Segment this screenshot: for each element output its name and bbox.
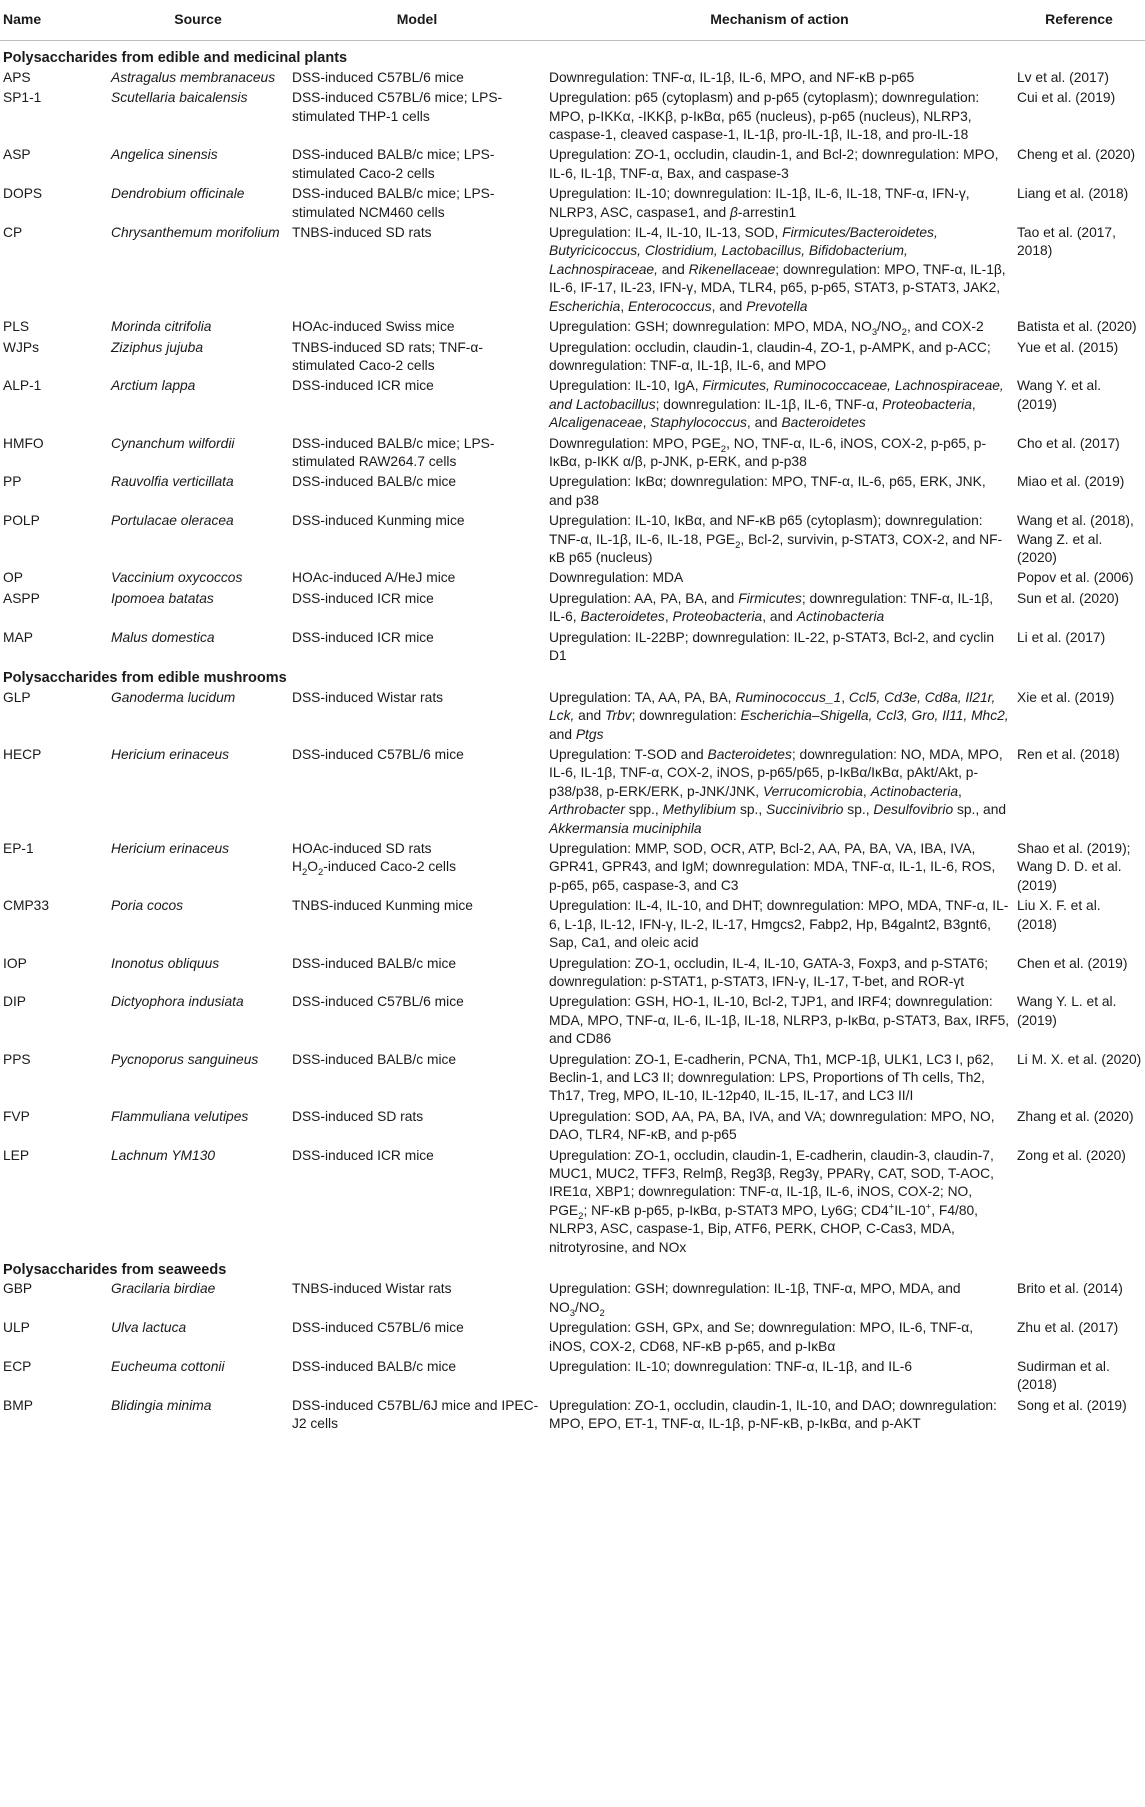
cell-mechanism: Upregulation: AA, PA, BA, and Firmicutes; downregulation: TNF-α, IL-1β, IL-6, Bacteroidetes, Proteobacteria, and Actinobacteria [549, 590, 994, 625]
cell-model: DSS-induced SD rats [292, 1108, 424, 1124]
cell-source: Rauvolfia verticillata [111, 474, 234, 490]
cell-name: HMFO [3, 435, 44, 451]
cell-mechanism: Downregulation: TNF-α, IL-1β, IL-6, MPO, and NF-κB p-p65 [549, 69, 915, 85]
cell-reference: Cho et al. (2017) [1017, 435, 1120, 451]
cell-reference: Zhang et al. (2020) [1017, 1108, 1134, 1124]
header-reference: Reference [1014, 0, 1145, 41]
cell-reference: Shao et al. (2019); Wang D. D. et al. (2019) [1017, 841, 1131, 893]
cell-reference: Ren et al. (2018) [1017, 747, 1120, 763]
cell-source: Ziziphus jujuba [111, 339, 204, 355]
cell-model: DSS-induced ICR mice [292, 629, 434, 645]
cell-mechanism: Upregulation: ZO-1, occludin, claudin-1, IL-10, and DAO; downregulation: MPO, EPO, ET-1, TNF-α, IL-1β, p-NF-κB, p-IκBα, and p-AKT [549, 1397, 997, 1432]
cell-model: DSS-induced C57BL/6 mice [292, 69, 464, 85]
cell-mechanism: Upregulation: IL-4, IL-10, and DHT; downregulation: MPO, MDA, TNF-α, IL-6, L-1β, IL-12, IFN-γ, IL-2, IL-17, Hmgcs2, Fabp2, Hp, B4galnt2, B3gnt6, Sap, Ca1, and oleic acid [549, 898, 1009, 951]
cell-mechanism: Upregulation: ZO-1, occludin, claudin-1, E-cadherin, claudin-3, claudin-7, MUC1, MUC2, TFF3, Relmβ, Reg3β, Reg3γ, PPARγ, CAT, SOD, T-AOC, IRE1α, XBP1; downregulation: TNF-α, IL-1β, IL-6, iNOS, COX-2; NO, $PGE_2$; NF-κB p-p65, p-IκBα, p-STAT3 MPO, Ly6G; CD4+IL-10+, F4/80, NLRP3, ASC, caspase-1, Bip, ATF6, PERK, CHOP, C-Cas3, MDA, nitrotyrosine, and NOx [549, 1147, 994, 1255]
cell-mechanism: Upregulation: p65 (cytoplasm) and p-p65 (cytoplasm); downregulation: MPO, p-IKKα, -IKKβ, p-IκBα, p65 (nucleus), p-p65 (nucleus), NLRP3, caspase-1, cleaved caspase-1, IL-1β, pro-IL-1β, IL-18, and pro-IL-18 [549, 90, 980, 143]
cell-name: PLS [3, 319, 30, 335]
cell-name: ASPP [3, 590, 40, 606]
table-row [0, 472, 1145, 511]
table-row [0, 1146, 1145, 1258]
cell-model: DSS-induced Kunming mice [292, 513, 465, 529]
cell-mechanism: Upregulation: IL-10; downregulation: TNF-α, IL-1β, and IL-6 [549, 1359, 913, 1375]
table-row [0, 1279, 1145, 1318]
cell-mechanism: Upregulation: TA, AA, PA, BA, Ruminococcus_1, Ccl5, Cd3e, Cd8a, Il21r, Lck, and Trbv; downregulation: Escherichia–Shigella, Ccl3, Gro, Il11, Mhc2, and Ptgs [549, 689, 1009, 742]
table-row [0, 954, 1145, 993]
cell-source: Astragalus membranaceus [111, 69, 276, 85]
cell-name: POLP [3, 513, 40, 529]
cell-reference: Wang et al. (2018), Wang Z. et al. (2020) [1017, 513, 1134, 565]
table-row [0, 434, 1145, 473]
cell-model: DSS-induced BALB/c mice [292, 474, 457, 490]
table-header [0, 0, 1145, 41]
cell-reference: Liang et al. (2018) [1017, 186, 1129, 202]
cell-name: PPS [3, 1051, 31, 1067]
table-row [0, 589, 1145, 628]
table-row [0, 68, 1145, 88]
table-row [0, 376, 1145, 433]
header-mechanism: Mechanism of action [546, 0, 1014, 41]
cell-source: Chrysanthemum morifolium [111, 225, 280, 241]
cell-source: Flammuliana velutipes [111, 1108, 249, 1124]
cell-mechanism: Upregulation: occludin, claudin-1, claudin-4, ZO-1, p-AMPK, and p-ACC; downregulation: TNF-α, IL-1β, IL-6, and MPO [549, 339, 991, 373]
cell-model: HOAc-induced Swiss mice [292, 319, 455, 335]
cell-mechanism: Upregulation: IL-10, IgA, Firmicutes, Ruminococcaceae, Lachnospiraceae, and Lactobacillus; downregulation: IL-1β, IL-6, TNF-α, Proteobacteria, Alcaligenaceae, Staphylococcus, and Bacteroidetes [549, 378, 1004, 431]
cell-source: Poria cocos [111, 898, 184, 914]
cell-model: DSS-induced C57BL/6J mice and IPEC-J2 cells [292, 1397, 539, 1432]
cell-source: Inonotus obliquus [111, 955, 220, 971]
cell-reference: Wang Y. L. et al. (2019) [1017, 994, 1117, 1028]
cell-name: IOP [3, 955, 27, 971]
cell-source: Ipomoea batatas [111, 590, 214, 606]
cell-name: FVP [3, 1108, 30, 1124]
cell-mechanism: Downregulation: MDA [549, 570, 684, 586]
cell-model: DSS-induced Wistar rats [292, 689, 444, 705]
cell-source: Dendrobium officinale [111, 186, 245, 202]
cell-mechanism: Upregulation: IL-10, IκBα, and NF-κB p65 (cytoplasm); downregulation: TNF-α, IL-1β, IL-6, IL-18, $PGE_2$, Bcl-2, survivin, p-STAT3, COX-2, and NF-κB p65 (nucleus) [549, 513, 1003, 565]
cell-mechanism: Upregulation: T-SOD and Bacteroidetes; downregulation: NO, MDA, MPO, IL-6, IL-1β, TNF-α, COX-2, iNOS, p-p65/p65, p-IκBα/IκBα, pAkt/Akt, p-p38/p38, p-ERK/ERK, p-JNK/JNK, Verrucomicrobia, Actinobacteria, Arthrobacter spp., Methylibium sp., Succinivibrio sp., Desulfovibrio sp., and Akkermansia muciniphila [549, 747, 1007, 836]
table-row [0, 1318, 1145, 1357]
cell-model: TNBS-induced Kunming mice [292, 898, 473, 914]
cell-source: Eucheuma cottonii [111, 1359, 225, 1375]
cell-mechanism: Upregulation: ZO-1, occludin, claudin-1, and Bcl-2; downregulation: MPO, IL-6, IL-1β, TNF-α, Bax, and caspase-3 [549, 147, 999, 181]
header-model: Model [289, 0, 546, 41]
table-row [0, 1357, 1145, 1396]
cell-source: Arctium lappa [111, 378, 196, 394]
cell-model: DSS-induced ICR mice [292, 1147, 434, 1163]
section-row [0, 1258, 1145, 1279]
table-row [0, 184, 1145, 223]
cell-mechanism: Upregulation: GSH; downregulation: MPO, MDA, $NO_3/NO_2$, and COX-2 [549, 319, 984, 338]
cell-name: ULP [3, 1320, 30, 1336]
table-row [0, 1396, 1145, 1435]
cell-name: ECP [3, 1359, 32, 1375]
cell-name: HECP [3, 747, 42, 763]
cell-reference: Batista et al. (2020) [1017, 319, 1137, 335]
cell-name: OP [3, 570, 23, 586]
cell-mechanism: Upregulation: IL-22BP; downregulation: IL-22, p-STAT3, Bcl-2, and cyclin D1 [549, 629, 995, 663]
section-row [0, 666, 1145, 687]
cell-reference: Liu X. F. et al. (2018) [1017, 898, 1101, 932]
table-row [0, 145, 1145, 184]
cell-mechanism: Upregulation: MMP, SOD, OCR, ATP, Bcl-2, AA, PA, BA, VA, IBA, IVA, GPR41, GPR43, and IgM; downregulation: MDA, TNF-α, IL-1, IL-6, ROS, p-p65, p65, caspase-3, and C3 [549, 841, 996, 893]
cell-reference: Yue et al. (2015) [1017, 339, 1119, 355]
section-title: Polysaccharides from edible mushrooms [3, 670, 287, 687]
cell-name: CP [3, 225, 23, 241]
table-row [0, 745, 1145, 839]
cell-model: DSS-induced ICR mice [292, 378, 434, 394]
cell-mechanism: Upregulation: IL-10; downregulation: IL-1β, IL-6, IL-18, TNF-α, IFN-γ, NLRP3, ASC, caspase1, and β-arrestin1 [549, 186, 970, 220]
cell-model: DSS-induced C57BL/6 mice [292, 994, 464, 1010]
table-row [0, 688, 1145, 745]
cell-mechanism: Upregulation: IL-4, IL-10, IL-13, SOD, Firmicutes/Bacteroidetes, Butyricicoccus, Clostridium, Lactobacillus, Bifidobacterium, Lachnospiraceae, and Rikenellaceae; downregulation: MPO, TNF-α, IL-1β, IL-6, IF-17, IL-23, IFN-γ, MDA, TLR4, p65, p-p65, STAT3, p-STAT3, JAK2, Escherichia, Enterococcus, and Prevotella [549, 225, 1006, 314]
section-title: Polysaccharides from seaweeds [3, 1262, 227, 1278]
table-row [0, 1107, 1145, 1146]
cell-reference: Cheng et al. (2020) [1017, 147, 1136, 163]
cell-source: Vaccinium oxycoccos [111, 570, 243, 586]
cell-source: Blidingia minima [111, 1397, 212, 1413]
cell-source: Lachnum YM130 [111, 1147, 216, 1163]
cell-source: Gracilaria birdiae [111, 1281, 216, 1297]
cell-mechanism: Upregulation: GSH, GPx, and Se; downregulation: MPO, IL-6, TNF-α, iNOS, COX-2, CD68, NF-κB p-p65, and p-IκBα [549, 1320, 974, 1354]
cell-mechanism: Upregulation: SOD, AA, PA, BA, IVA, and VA; downregulation: MPO, NO, DAO, TLR4, NF-κB, and p-p65 [549, 1108, 995, 1143]
table-row [0, 568, 1145, 588]
cell-reference: Wang Y. et al. (2019) [1017, 378, 1102, 412]
cell-name: ASP [3, 147, 31, 163]
cell-reference: Brito et al. (2014) [1017, 1281, 1123, 1297]
cell-name: DIP [3, 994, 26, 1010]
cell-name: ALP-1 [3, 378, 42, 394]
cell-model: TNBS-induced Wistar rats [292, 1281, 452, 1297]
cell-name: MAP [3, 629, 33, 645]
table-body [0, 41, 1145, 1435]
cell-reference: Miao et al. (2019) [1017, 474, 1125, 490]
cell-model: TNBS-induced SD rats [292, 225, 432, 241]
cell-reference: Chen et al. (2019) [1017, 955, 1128, 971]
table-row [0, 338, 1145, 377]
header-name: Name [0, 0, 108, 41]
table-row [0, 992, 1145, 1049]
cell-reference: Popov et al. (2006) [1017, 570, 1134, 586]
cell-reference: Xie et al. (2019) [1017, 689, 1115, 705]
cell-name: WJPs [3, 339, 40, 355]
cell-name: SP1-1 [3, 90, 42, 106]
cell-reference: Zong et al. (2020) [1017, 1147, 1126, 1163]
cell-model: DSS-induced C57BL/6 mice; LPS-stimulated THP-1 cells [292, 90, 503, 124]
cell-name: GLP [3, 689, 31, 705]
section-row [0, 41, 1145, 68]
cell-mechanism: Upregulation: ZO-1, E-cadherin, PCNA, Th1, MCP-1β, ULK1, LC3 I, p62, Beclin-1, and LC3 II; downregulation: LPS, Proportions of Th cells, Th2, Th17, Treg, MPO, IL-10, IL-12p40, IL-15, IL-17, and LC3 II/I [549, 1051, 994, 1104]
cell-name: PP [3, 474, 22, 490]
cell-model: DSS-induced C57BL/6 mice [292, 747, 464, 763]
cell-name: CMP33 [3, 898, 50, 914]
header-source: Source [108, 0, 289, 41]
cell-model: HOAc-induced A/HeJ mice [292, 570, 456, 586]
cell-reference: Sun et al. (2020) [1017, 590, 1120, 606]
cell-source: Cynanchum wilfordii [111, 435, 235, 451]
cell-name: EP-1 [3, 841, 34, 857]
cell-model: DSS-induced C57BL/6 mice [292, 1320, 464, 1336]
cell-source: Hericium erinaceus [111, 841, 230, 857]
cell-reference: Lv et al. (2017) [1017, 69, 1110, 85]
cell-reference: Li et al. (2017) [1017, 629, 1106, 645]
cell-model: DSS-induced BALB/c mice; LPS-stimulated NCM460 cells [292, 186, 495, 220]
section-title: Polysaccharides from edible and medicinal plants [3, 50, 348, 67]
table-row [0, 223, 1145, 317]
table-row [0, 88, 1145, 145]
cell-reference: Song et al. (2019) [1017, 1397, 1127, 1413]
cell-name: GBP [3, 1281, 33, 1297]
cell-source: Angelica sinensis [111, 147, 218, 163]
cell-source: Pycnoporus sanguineus [111, 1051, 259, 1067]
cell-reference: Zhu et al. (2017) [1017, 1320, 1119, 1336]
cell-name: LEP [3, 1147, 30, 1163]
cell-model: DSS-induced BALB/c mice; LPS-stimulated Caco-2 cells [292, 147, 495, 181]
cell-name: APS [3, 69, 31, 85]
cell-name: BMP [3, 1397, 33, 1413]
table-row [0, 511, 1145, 568]
cell-reference: Sudirman et al. (2018) [1017, 1359, 1110, 1393]
cell-source: Morinda citrifolia [111, 319, 212, 335]
cell-mechanism: Upregulation: GSH, HO-1, IL-10, Bcl-2, TJP1, and IRF4; downregulation: MDA, MPO, TNF-α, IL-6, IL-1β, IL-18, NLRP3, p-IκBα, p-STAT3, Bax, IRF5, and CD86 [549, 994, 1010, 1047]
cell-reference: Cui et al. (2019) [1017, 90, 1116, 106]
cell-model: HOAc-induced SD rats $H_2O_2$-induced Caco-2 cells [292, 841, 456, 879]
cell-source: Malus domestica [111, 629, 215, 645]
cell-mechanism: Downregulation: MPO, $PGE_2$, NO, TNF-α, IL-6, iNOS, COX-2, p-p65, p-IκBα, p-IKK α/β, p-JNK, p-ERK, and p-p38 [549, 435, 987, 469]
cell-model: TNBS-induced SD rats; TNF-α-stimulated Caco-2 cells [292, 339, 483, 373]
cell-reference: Li M. X. et al. (2020) [1017, 1051, 1142, 1067]
cell-source: Dictyophora indusiata [111, 994, 244, 1010]
cell-model: DSS-induced BALB/c mice [292, 1359, 457, 1375]
cell-model: DSS-induced ICR mice [292, 590, 434, 606]
table-row [0, 1050, 1145, 1107]
table-row [0, 839, 1145, 896]
cell-source: Hericium erinaceus [111, 747, 230, 763]
cell-model: DSS-induced BALB/c mice [292, 955, 457, 971]
cell-source: Ulva lactuca [111, 1320, 187, 1336]
table-row [0, 628, 1145, 667]
cell-mechanism: Upregulation: ZO-1, occludin, IL-4, IL-10, GATA-3, Foxp3, and p-STAT6; downregulation: p-STAT1, p-STAT3, IFN-γ, IL-17, T-bet, and ROR-γt [549, 955, 989, 989]
cell-reference: Tao et al. (2017, 2018) [1017, 225, 1116, 259]
cell-model: DSS-induced BALB/c mice [292, 1051, 457, 1067]
cell-model: DSS-induced BALB/c mice; LPS-stimulated RAW264.7 cells [292, 435, 495, 469]
cell-source: Portulacae oleracea [111, 513, 234, 529]
cell-mechanism: Upregulation: GSH; downregulation: IL-1β, TNF-α, MPO, MDA, and $NO_3/NO_2$ [549, 1281, 961, 1319]
cell-source: Scutellaria baicalensis [111, 90, 248, 106]
cell-name: DOPS [3, 186, 43, 202]
table-row [0, 317, 1145, 337]
cell-source: Ganoderma lucidum [111, 689, 236, 705]
cell-mechanism: Upregulation: IκBα; downregulation: MPO, TNF-α, IL-6, p65, ERK, JNK, and p38 [549, 474, 986, 508]
table-row [0, 896, 1145, 953]
